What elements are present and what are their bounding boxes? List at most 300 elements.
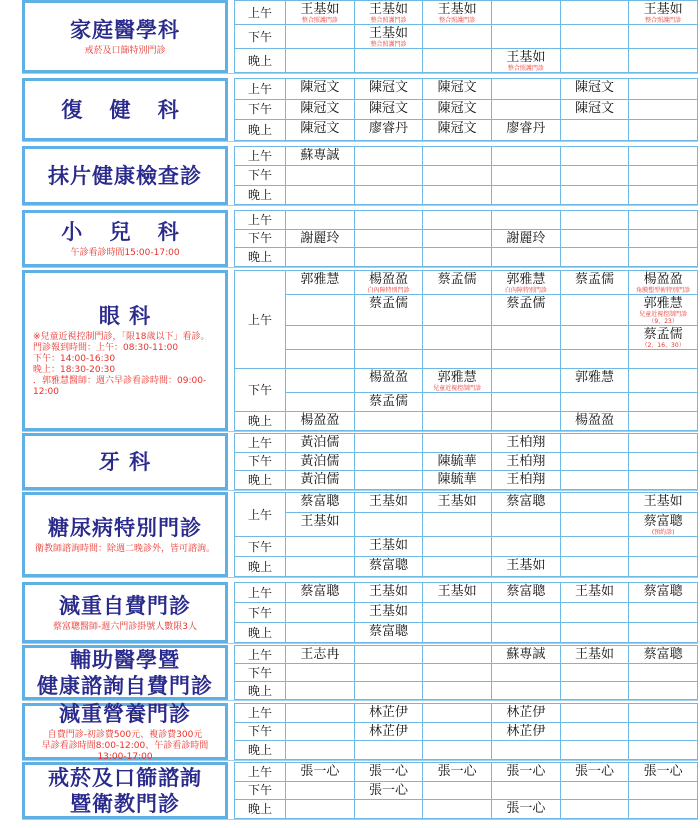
period-label: 下午 (235, 166, 285, 184)
schedule-cell (355, 704, 423, 722)
schedule-cell (492, 453, 560, 471)
schedule-cell (492, 537, 560, 556)
schedule-cell (561, 603, 629, 622)
schedule-cell (286, 664, 354, 681)
doctor-name: 王基如 (368, 584, 408, 599)
schedule-cell (286, 393, 354, 411)
schedule-cell (561, 646, 629, 663)
schedule-cell (423, 434, 491, 452)
period-label: 晚上 (235, 800, 285, 818)
schedule-cell (355, 513, 423, 536)
session-grid (234, 492, 698, 577)
schedule-cell (355, 393, 423, 411)
department-block (22, 210, 698, 268)
schedule-cell (629, 120, 697, 140)
schedule-cell (355, 271, 423, 294)
doctor-name: 張一心 (643, 764, 683, 779)
department-name: 復 健 科 (61, 97, 189, 122)
department-block (22, 433, 698, 491)
schedule-cell (286, 434, 354, 452)
doctor-name: 謝麗玲 (300, 230, 340, 246)
doctor-name: 廖睿丹 (368, 121, 408, 137)
doctor-name: 蘇專誠 (300, 148, 340, 163)
session-grid (234, 270, 698, 431)
doctor-name: 黃泊儒 (300, 453, 340, 469)
period-label: 下午 (235, 603, 285, 622)
doctor-name: 蔡富聰 (506, 584, 546, 599)
schedule-cell (561, 583, 629, 602)
schedule-cell (423, 782, 491, 800)
session-grid (234, 210, 698, 267)
doctor-name: 郭雅慧 (506, 272, 546, 287)
schedule-cell (423, 369, 491, 392)
schedule-cell (561, 1, 629, 24)
schedule-cell (355, 100, 423, 120)
department-note: ※兒童近視控制門診，「限18歲以下」看診。 門診報到時間：上午：08:30-11:00 下午：14:00-16:30 晚上：18:30-20:30 ．郭雅慧醫師：週六早診看診時間：09:00-12:00 (33, 332, 210, 397)
schedule-cell (355, 623, 423, 642)
schedule-cell (355, 800, 423, 818)
department-block (22, 270, 698, 432)
schedule-cell (286, 782, 354, 800)
schedule-cell (561, 412, 629, 430)
doctor-name: 陳冠文 (300, 121, 340, 137)
session-grid (234, 0, 698, 73)
period-label: 上午 (235, 79, 285, 99)
schedule-cell (355, 147, 423, 165)
schedule-cell (492, 230, 560, 248)
schedule-cell (286, 513, 354, 536)
schedule-cell (561, 723, 629, 741)
schedule-cell (561, 100, 629, 120)
session-grid (234, 703, 698, 760)
schedule-cell (629, 326, 697, 349)
schedule-cell (286, 230, 354, 248)
period-label: 上午 (235, 434, 285, 452)
schedule-cell (423, 603, 491, 622)
session-grid (234, 146, 698, 205)
department-block (22, 0, 698, 74)
period-label: 下午 (235, 664, 285, 681)
doctor-name: 蔡孟儒 (437, 272, 477, 287)
schedule-cell (492, 800, 560, 818)
schedule-cell (492, 682, 560, 699)
department-name: 牙 科 (98, 449, 152, 474)
doctor-name: 王基如 (300, 2, 340, 17)
schedule-cell (286, 723, 354, 741)
schedule-cell (286, 350, 354, 368)
schedule-cell (561, 434, 629, 452)
schedule-cell (492, 25, 560, 48)
doctor-name: 蔡富聰 (300, 494, 340, 509)
period-label: 下午 (235, 537, 285, 556)
schedule-cell (492, 147, 560, 165)
schedule-cell (629, 537, 697, 556)
clinic-note: 整合照護門診 (507, 65, 544, 72)
period-label: 下午 (235, 453, 285, 471)
schedule-cell (286, 369, 354, 392)
schedule-cell (286, 25, 354, 48)
schedule-cell (423, 741, 491, 759)
schedule-cell (355, 723, 423, 741)
doctor-name: 林芷伊 (368, 723, 408, 739)
doctor-name: 蔡富聰 (643, 514, 683, 529)
period-label: 晚上 (235, 557, 285, 576)
schedule-cell (492, 211, 560, 229)
schedule-cell (355, 682, 423, 699)
schedule-cell (629, 49, 697, 72)
doctor-name: 張一心 (506, 764, 546, 779)
schedule-cell (492, 513, 560, 536)
schedule-cell (629, 646, 697, 663)
schedule-cell (629, 393, 697, 411)
clinic-note: 白內障特別門診 (504, 287, 547, 294)
clinic-note: 整合照護門診 (370, 17, 407, 24)
clinic-note: （2、16、30） (641, 342, 685, 349)
doctor-name: 張一心 (300, 764, 340, 779)
schedule-cell (492, 79, 560, 99)
session-grid (234, 78, 698, 141)
doctor-name: 蔡孟儒 (643, 327, 683, 342)
schedule-cell (423, 393, 491, 411)
doctor-name: 王基如 (437, 2, 477, 17)
schedule-cell (629, 682, 697, 699)
doctor-name: 陳冠文 (574, 80, 614, 95)
schedule-cell (423, 583, 491, 602)
schedule-cell (423, 664, 491, 681)
doctor-name: 楊盈盈 (574, 413, 614, 428)
schedule-cell (286, 704, 354, 722)
doctor-name: 陳冠文 (437, 80, 477, 95)
schedule-cell (286, 166, 354, 184)
doctor-name: 陳毓華 (437, 453, 477, 469)
schedule-cell (355, 49, 423, 72)
schedule-cell (423, 493, 491, 512)
schedule-cell (629, 166, 697, 184)
department-name: 輔助醫學暨 健康諮詢自費門診 (37, 647, 213, 698)
schedule-cell (355, 741, 423, 759)
schedule-cell (629, 369, 697, 392)
period-label: 下午 (235, 723, 285, 741)
schedule-cell (355, 120, 423, 140)
schedule-cell (492, 493, 560, 512)
schedule-cell (561, 295, 629, 325)
period-label: 上午 (235, 211, 285, 229)
schedule-cell (286, 248, 354, 266)
schedule-cell (355, 537, 423, 556)
schedule-cell (492, 723, 560, 741)
schedule-cell (423, 79, 491, 99)
schedule-cell (423, 471, 491, 489)
period-label: 上午 (235, 763, 285, 781)
schedule-cell (629, 763, 697, 781)
schedule-cell (286, 800, 354, 818)
schedule-cell (561, 682, 629, 699)
clinic-note: （9、23） (648, 318, 678, 325)
schedule-cell (286, 271, 354, 294)
schedule-cell (629, 513, 697, 536)
schedule-cell (629, 800, 697, 818)
doctor-name: 廖睿丹 (506, 121, 546, 137)
period-label: 上午 (235, 646, 285, 663)
schedule-cell (286, 471, 354, 489)
schedule-cell (355, 412, 423, 430)
doctor-name: 張一心 (574, 764, 614, 779)
schedule-cell (492, 623, 560, 642)
schedule-cell (561, 369, 629, 392)
period-label: 晚上 (235, 471, 285, 489)
clinic-note: 兒童近視控制門診 (433, 385, 482, 392)
period-label: 晚上 (235, 186, 285, 204)
period-label: 上午 (235, 271, 285, 368)
schedule-cell (561, 471, 629, 489)
period-label: 下午 (235, 100, 285, 120)
clinic-note: 白內障特別門診 (367, 287, 410, 294)
schedule-cell (629, 211, 697, 229)
doctor-name: 王基如 (437, 494, 477, 509)
schedule-cell (355, 25, 423, 48)
doctor-name: 蔡孟儒 (368, 296, 408, 311)
department-name: 抹片健康檢查診 (48, 163, 202, 188)
schedule-cell (629, 782, 697, 800)
schedule-cell (355, 79, 423, 99)
schedule-cell (561, 557, 629, 576)
schedule-cell (423, 326, 491, 349)
schedule-cell (286, 557, 354, 576)
period-label: 下午 (235, 25, 285, 48)
schedule-cell (629, 25, 697, 48)
doctor-name: 王基如 (643, 494, 683, 509)
department-label (22, 703, 228, 760)
doctor-name: 謝麗玲 (506, 230, 546, 246)
schedule-cell (423, 49, 491, 72)
period-label: 上午 (235, 493, 285, 536)
department-block (22, 78, 698, 142)
doctor-name: 王柏翔 (506, 472, 546, 488)
period-label: 上午 (235, 147, 285, 165)
schedule-cell (423, 623, 491, 642)
session-grid (234, 762, 698, 819)
schedule-cell (492, 704, 560, 722)
doctor-name: 陳毓華 (437, 472, 477, 488)
session-grid (234, 645, 698, 700)
doctor-name: 王基如 (574, 647, 614, 662)
schedule-cell (561, 25, 629, 48)
period-label: 晚上 (235, 248, 285, 266)
schedule-cell (355, 557, 423, 576)
doctor-name: 張一心 (368, 764, 408, 779)
schedule-cell (286, 211, 354, 229)
schedule-cell (355, 248, 423, 266)
doctor-name: 蔡孟儒 (506, 296, 546, 311)
schedule-cell (492, 412, 560, 430)
schedule-cell (423, 100, 491, 120)
schedule-cell (355, 369, 423, 392)
schedule-cell (561, 800, 629, 818)
schedule-cell (629, 100, 697, 120)
schedule-cell (492, 741, 560, 759)
department-note: 蔡富聰醫師-週六門診掛號人數限3人 (53, 621, 197, 632)
doctor-name: 蘇專誠 (506, 647, 546, 662)
schedule-cell (561, 493, 629, 512)
doctor-name: 蔡孟儒 (574, 272, 614, 287)
schedule-cell (423, 230, 491, 248)
schedule-cell (355, 453, 423, 471)
doctor-name: 王志冉 (300, 647, 340, 662)
schedule-cell (355, 471, 423, 489)
doctor-name: 王柏翔 (506, 453, 546, 469)
department-label (22, 645, 228, 700)
period-label: 上午 (235, 1, 285, 24)
schedule-cell (561, 147, 629, 165)
schedule-cell (561, 248, 629, 266)
department-note: 自費門診-初診費500元、複診費300元 早診看診時間8:00-12:00、午診看診時間13:00-17:00 (41, 729, 209, 762)
schedule-cell (286, 741, 354, 759)
schedule-cell (492, 49, 560, 72)
schedule-cell (492, 166, 560, 184)
schedule-cell (629, 412, 697, 430)
schedule-cell (286, 493, 354, 512)
schedule-cell (629, 271, 697, 294)
schedule-cell (423, 704, 491, 722)
period-label: 晚上 (235, 682, 285, 699)
doctor-name: 陳冠文 (300, 100, 340, 116)
schedule-cell (286, 295, 354, 325)
clinic-note: (預約診) (651, 529, 675, 536)
doctor-name: 王基如 (506, 558, 546, 573)
schedule-cell (629, 186, 697, 204)
clinic-note: 兒童近視控制門診 (639, 311, 688, 318)
schedule-cell (561, 623, 629, 642)
department-name: 家庭醫學科 (70, 17, 180, 42)
department-label (22, 433, 228, 490)
department-name: 糖尿病特別門診 (48, 515, 202, 540)
doctor-name: 王柏翔 (506, 435, 546, 450)
period-label: 上午 (235, 583, 285, 602)
schedule-cell (423, 166, 491, 184)
schedule-cell (629, 583, 697, 602)
schedule-cell (355, 782, 423, 800)
schedule-cell (561, 453, 629, 471)
schedule-cell (492, 120, 560, 140)
department-label (22, 210, 228, 267)
doctor-name: 郭雅慧 (643, 296, 683, 311)
schedule-cell (355, 603, 423, 622)
schedule-cell (286, 583, 354, 602)
schedule-cell (629, 664, 697, 681)
doctor-name: 王基如 (300, 514, 340, 529)
doctor-name: 王基如 (506, 50, 546, 65)
schedule-cell (423, 186, 491, 204)
doctor-name: 林芷伊 (506, 705, 546, 720)
schedule-cell (629, 147, 697, 165)
schedule-cell (492, 393, 560, 411)
schedule-cell (561, 120, 629, 140)
schedule-cell (423, 1, 491, 24)
schedule-cell (423, 271, 491, 294)
doctor-name: 陳冠文 (437, 100, 477, 116)
doctor-name: 蔡富聰 (368, 558, 408, 573)
doctor-name: 林芷伊 (506, 723, 546, 739)
schedule-cell (492, 664, 560, 681)
schedule-cell (629, 704, 697, 722)
session-grid (234, 582, 698, 643)
department-name: 戒菸及口篩諮詢 暨衛教門診 (48, 765, 202, 816)
schedule-cell (423, 453, 491, 471)
doctor-name: 楊盈盈 (368, 370, 408, 385)
department-name: 小 兒 科 (61, 219, 189, 244)
schedule-cell (355, 326, 423, 349)
doctor-name: 張一心 (368, 782, 408, 798)
period-label: 晚上 (235, 412, 285, 430)
clinic-note: 整合照護門診 (439, 17, 476, 24)
period-label: 上午 (235, 704, 285, 722)
department-label (22, 78, 228, 141)
doctor-name: 蔡富聰 (368, 624, 408, 639)
schedule-cell (355, 1, 423, 24)
doctor-name: 王基如 (368, 2, 408, 17)
department-label (22, 270, 228, 431)
session-grid (234, 433, 698, 490)
schedule-cell (423, 682, 491, 699)
schedule-cell (629, 248, 697, 266)
schedule-cell (492, 271, 560, 294)
doctor-name: 黃泊儒 (300, 472, 340, 488)
schedule-cell (561, 49, 629, 72)
schedule-cell (629, 723, 697, 741)
department-label (22, 492, 228, 577)
doctor-name: 王基如 (574, 584, 614, 599)
doctor-name: 陳冠文 (368, 80, 408, 95)
schedule-cell (286, 412, 354, 430)
schedule-cell (355, 295, 423, 325)
schedule-cell (423, 295, 491, 325)
schedule-cell (423, 25, 491, 48)
schedule-cell (561, 271, 629, 294)
doctor-name: 郭雅慧 (437, 370, 477, 385)
schedule-cell (286, 147, 354, 165)
schedule-cell (423, 211, 491, 229)
period-label: 晚上 (235, 623, 285, 642)
schedule-cell (423, 120, 491, 140)
doctor-name: 王基如 (368, 538, 408, 553)
department-block (22, 582, 698, 644)
schedule-cell (561, 704, 629, 722)
schedule-cell (492, 326, 560, 349)
schedule-cell (286, 49, 354, 72)
schedule-cell (492, 782, 560, 800)
schedule-cell (423, 763, 491, 781)
schedule-cell (423, 646, 491, 663)
schedule-cell (561, 230, 629, 248)
schedule-cell (492, 1, 560, 24)
clinic-note: 整合照護門診 (645, 17, 682, 24)
schedule-cell (286, 186, 354, 204)
clinic-note: 整合照護門診 (301, 17, 338, 24)
doctor-name: 陳冠文 (437, 121, 477, 137)
department-label (22, 0, 228, 73)
department-label (22, 582, 228, 643)
department-name: 減重自費門診 (59, 593, 191, 618)
schedule-cell (629, 471, 697, 489)
schedule-cell (286, 623, 354, 642)
schedule-cell (629, 230, 697, 248)
schedule-cell (492, 763, 560, 781)
schedule-cell (355, 434, 423, 452)
schedule-cell (286, 537, 354, 556)
schedule-cell (286, 763, 354, 781)
schedule-cell (629, 79, 697, 99)
department-name: 減重營養門診 (59, 701, 191, 726)
